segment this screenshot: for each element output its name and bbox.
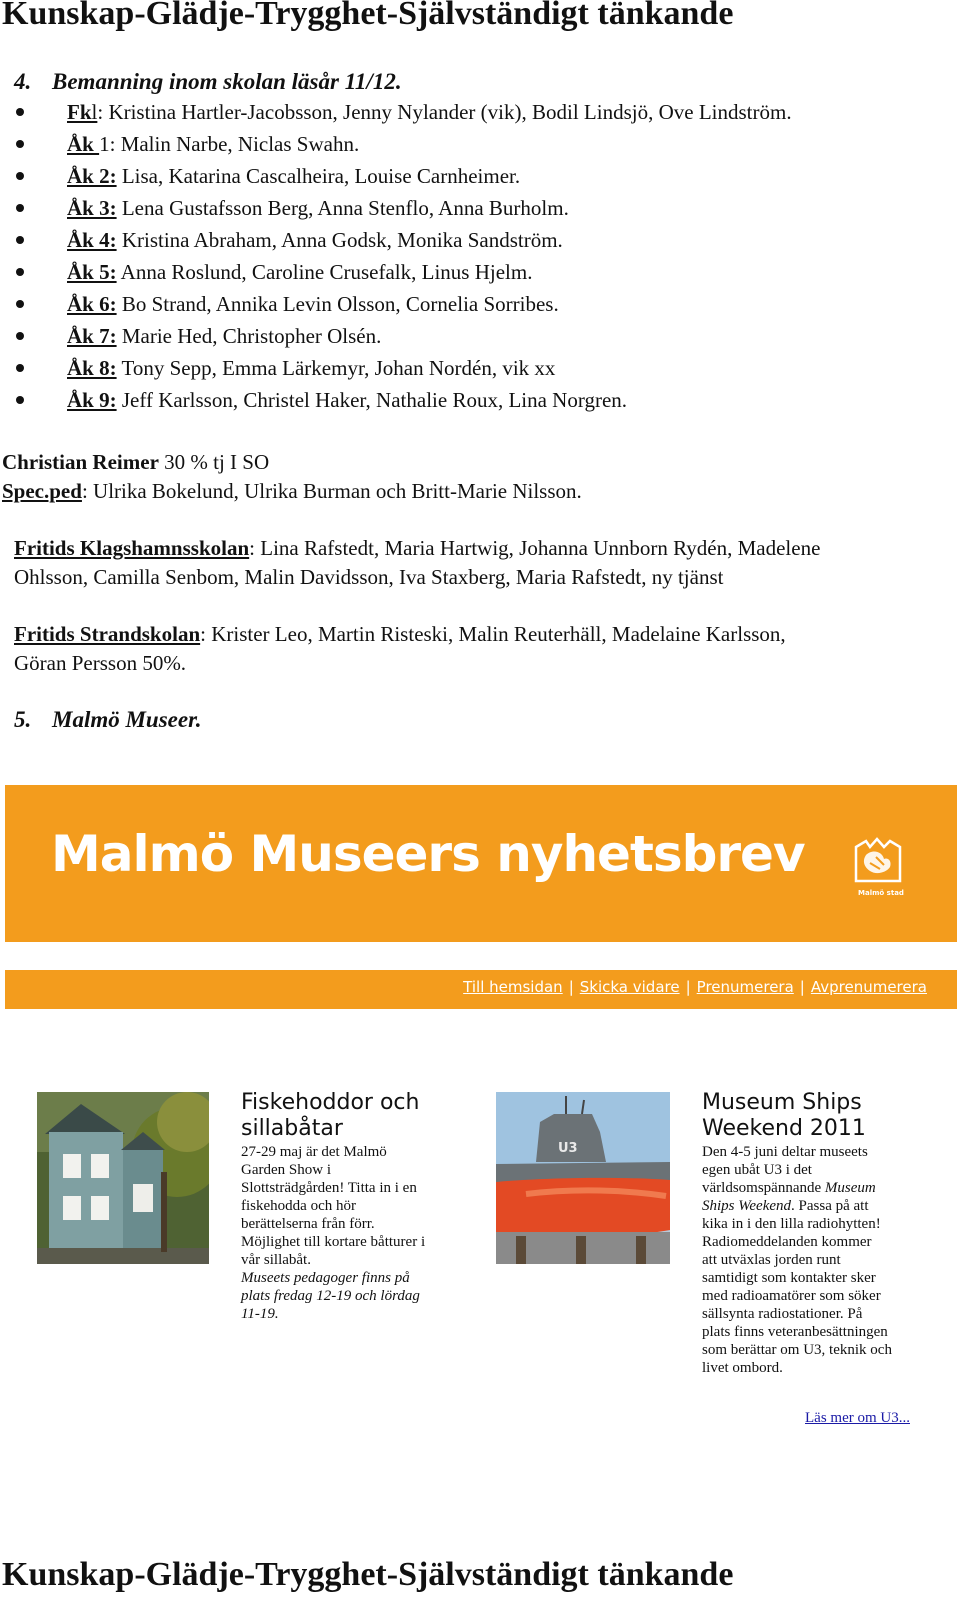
nav-link-homepage[interactable]: Till hemsidan [463,978,563,996]
article-title-line2: sillabåtar [241,1116,343,1141]
fritids-klag-line2: Ohlsson, Camilla Senbom, Malin Davidsson, Iva Staxberg, Maria Rafstedt, ny tjänst [14,565,724,589]
article-body-text: världsomspännande [702,1180,825,1196]
staff-row-ak5 [0,256,792,288]
nav-link-forward[interactable]: Skicka vidare [579,978,680,996]
staff-names: : Kristina Hartler-Jacobsson, Jenny Nylander (vik), Bodil Lindsjö, Ove Lindström. [97,100,792,124]
article-body-line: Möjlighet till kortare båtturer i [241,1234,426,1250]
article-body-line [702,1197,937,1215]
article-title-line1: Museum Ships [702,1090,862,1115]
staff-row-ak9 [0,384,792,416]
article-body-line: samtidigt som kontakter sker [702,1270,876,1286]
article-body-line: Den 4-5 juni deltar museets [702,1144,868,1160]
bullet-icon [16,364,24,372]
article-body-line: plats finns veteranbesättningen [702,1324,888,1340]
article-body-line: berättelserna från förr. [241,1216,375,1232]
article-body-italic: Ships Weekend [702,1198,792,1214]
fritids-strand-line1 [14,620,786,649]
article-body-line [702,1179,937,1197]
article-u3-image [496,1092,670,1264]
article-fiskehoddor-title [241,1090,419,1142]
staff-names: Marie Hed, Christopher Olsén. [116,324,382,348]
staff-names: Lena Gustafsson Berg, Anna Stenflo, Anna Burholm. [116,196,569,220]
article-body-line: Garden Show i [241,1162,331,1178]
grade-label: Åk 7: [67,324,117,348]
staff-names: Bo Strand, Annika Levin Olsson, Cornelia Sorribes. [116,292,559,316]
nav-separator: | [685,978,691,996]
grade-label: Åk 3: [67,196,117,220]
staff-names: Jeff Karlsson, Christel Haker, Nathalie Roux, Lina Norgren. [116,388,628,412]
section-4-number: 4. [14,69,32,94]
spec-ped-line [2,477,582,506]
article-body-line: livet ombord. [702,1360,783,1376]
fritids-strand-label: Fritids Strandskolan [14,622,201,646]
bullet-icon [16,140,24,148]
bullet-icon [16,396,24,404]
staff-row-ak6 [0,288,792,320]
page-header-title: Kunskap-Glädje-Trygghet-Självständigt tänkande [2,0,734,32]
article-body-line: fiskehodda och hör [241,1198,356,1214]
grade-label: Åk 4: [67,228,117,252]
grade-label-rest: l [91,100,98,124]
reimer-line [2,448,269,477]
staff-names: 1: Malin Narbe, Niclas Swahn. [99,132,360,156]
bullet-icon [16,332,24,340]
fish-shack-photo [37,1092,209,1264]
article-body-line: sällsynta radiostationer. På [702,1306,863,1322]
nav-separator: | [568,978,574,996]
article-title-line2: Weekend 2011 [702,1116,866,1141]
logo-caption: Malmö stad [858,889,904,897]
article-body-italic-line: plats fredag 12-19 och lördag [241,1288,420,1304]
newsletter-navbar [5,970,957,1009]
grade-label: Åk 8: [67,356,117,380]
section-4-title: Bemanning inom skolan läsår 11/12. [52,69,402,94]
submarine-photo [496,1092,670,1264]
grade-label: Åk 9: [67,388,117,412]
staff-row-ak2 [0,160,792,192]
staff-row-ak7 [0,320,792,352]
article-body-line: med radioamatörer som söker [702,1288,881,1304]
section-5-number: 5. [14,707,32,732]
article-body-line: egen ubåt U3 i det [702,1162,812,1178]
article-body-line: 27-29 maj är det Malmö [241,1144,387,1160]
grade-label: Åk 5: [67,260,117,284]
fritids-strand-line2: Göran Persson 50%. [14,651,187,675]
article-fiskehoddor-image [37,1092,209,1264]
grade-label: Fk [67,100,92,124]
page-footer-title: Kunskap-Glädje-Trygghet-Självständigt tänkande [2,1556,734,1593]
grade-label: Åk 2: [67,164,117,188]
article-body-italic: Museum [824,1180,876,1196]
nav-separator: | [799,978,805,996]
article-title-line1: Fiskehoddor och [241,1090,420,1115]
staff-row-ak3 [0,192,792,224]
bullet-icon [16,204,24,212]
article-body-line: kika in i den lilla radiohytten! [702,1216,881,1232]
staff-row-ak1 [0,128,792,160]
section-5-heading [14,706,202,734]
section-5-title: Malmö Museer. [52,707,202,732]
article-body-italic-line: Museets pedagoger finns på [241,1270,410,1286]
svg-text:U3: U3 [558,1141,578,1156]
staff-names: Anna Roslund, Caroline Crusefalk, Linus Hjelm. [116,260,533,284]
bullet-icon [16,268,24,276]
article-body-line: Slottsträdgården! Titta in i en [241,1180,417,1196]
reimer-detail: 30 % tj I SO [158,450,270,474]
malmo-stad-logo [850,833,912,903]
staff-list [0,96,792,416]
fritids-klag-names: : Lina Rafstedt, Maria Hartwig, Johanna Unnborn Rydén, Madelene [249,536,821,560]
fritids-klag-line1 [14,534,820,563]
grade-label: Åk [67,132,100,156]
nav-link-subscribe[interactable]: Prenumerera [696,978,794,996]
staff-names: Lisa, Katarina Cascalheira, Louise Carnheimer. [116,164,521,188]
staff-names: Kristina Abraham, Anna Godsk, Monika Sandström. [116,228,563,252]
reimer-name: Christian Reimer [2,450,159,474]
article-body-italic-line: 11-19. [241,1306,279,1322]
newsletter-nav-links [463,978,927,996]
bullet-icon [16,236,24,244]
article-body-line: vår sillabåt. [241,1252,311,1268]
newsletter-banner-title: Malmö Museers nyhetsbrev [51,825,805,883]
bullet-icon [16,108,24,116]
staff-row-ak4 [0,224,792,256]
newsletter-banner [5,785,957,942]
staff-row-ak8 [0,352,792,384]
nav-link-unsubscribe[interactable]: Avprenumerera [810,978,927,996]
article-fiskehoddor-body [241,1143,471,1323]
article-body-text: . Passa på att [791,1198,869,1214]
section-4-heading [14,68,402,96]
fritids-strand-names: : Krister Leo, Martin Risteski, Malin Reuterhäll, Madelaine Karlsson, [200,622,786,646]
article-body-line: som berättar om U3, teknik och [702,1342,892,1358]
fritids-klag-label: Fritids Klagshamnsskolan [14,536,250,560]
read-more-u3-link[interactable]: Läs mer om U3... [805,1410,910,1426]
staff-row-fk [0,96,792,128]
spec-ped-label: Spec.ped [2,479,82,503]
article-body-line: Radiomeddelanden kommer [702,1234,872,1250]
bullet-icon [16,300,24,308]
article-u3-body [702,1143,937,1377]
grade-label: Åk 6: [67,292,117,316]
staff-names: Tony Sepp, Emma Lärkemyr, Johan Nordén, vik xx [116,356,556,380]
article-body-line: att utväxlas jorden runt [702,1252,841,1268]
bullet-icon [16,172,24,180]
spec-ped-names: : Ulrika Bokelund, Ulrika Burman och Britt-Marie Nilsson. [81,479,582,503]
article-u3-title [702,1090,866,1142]
